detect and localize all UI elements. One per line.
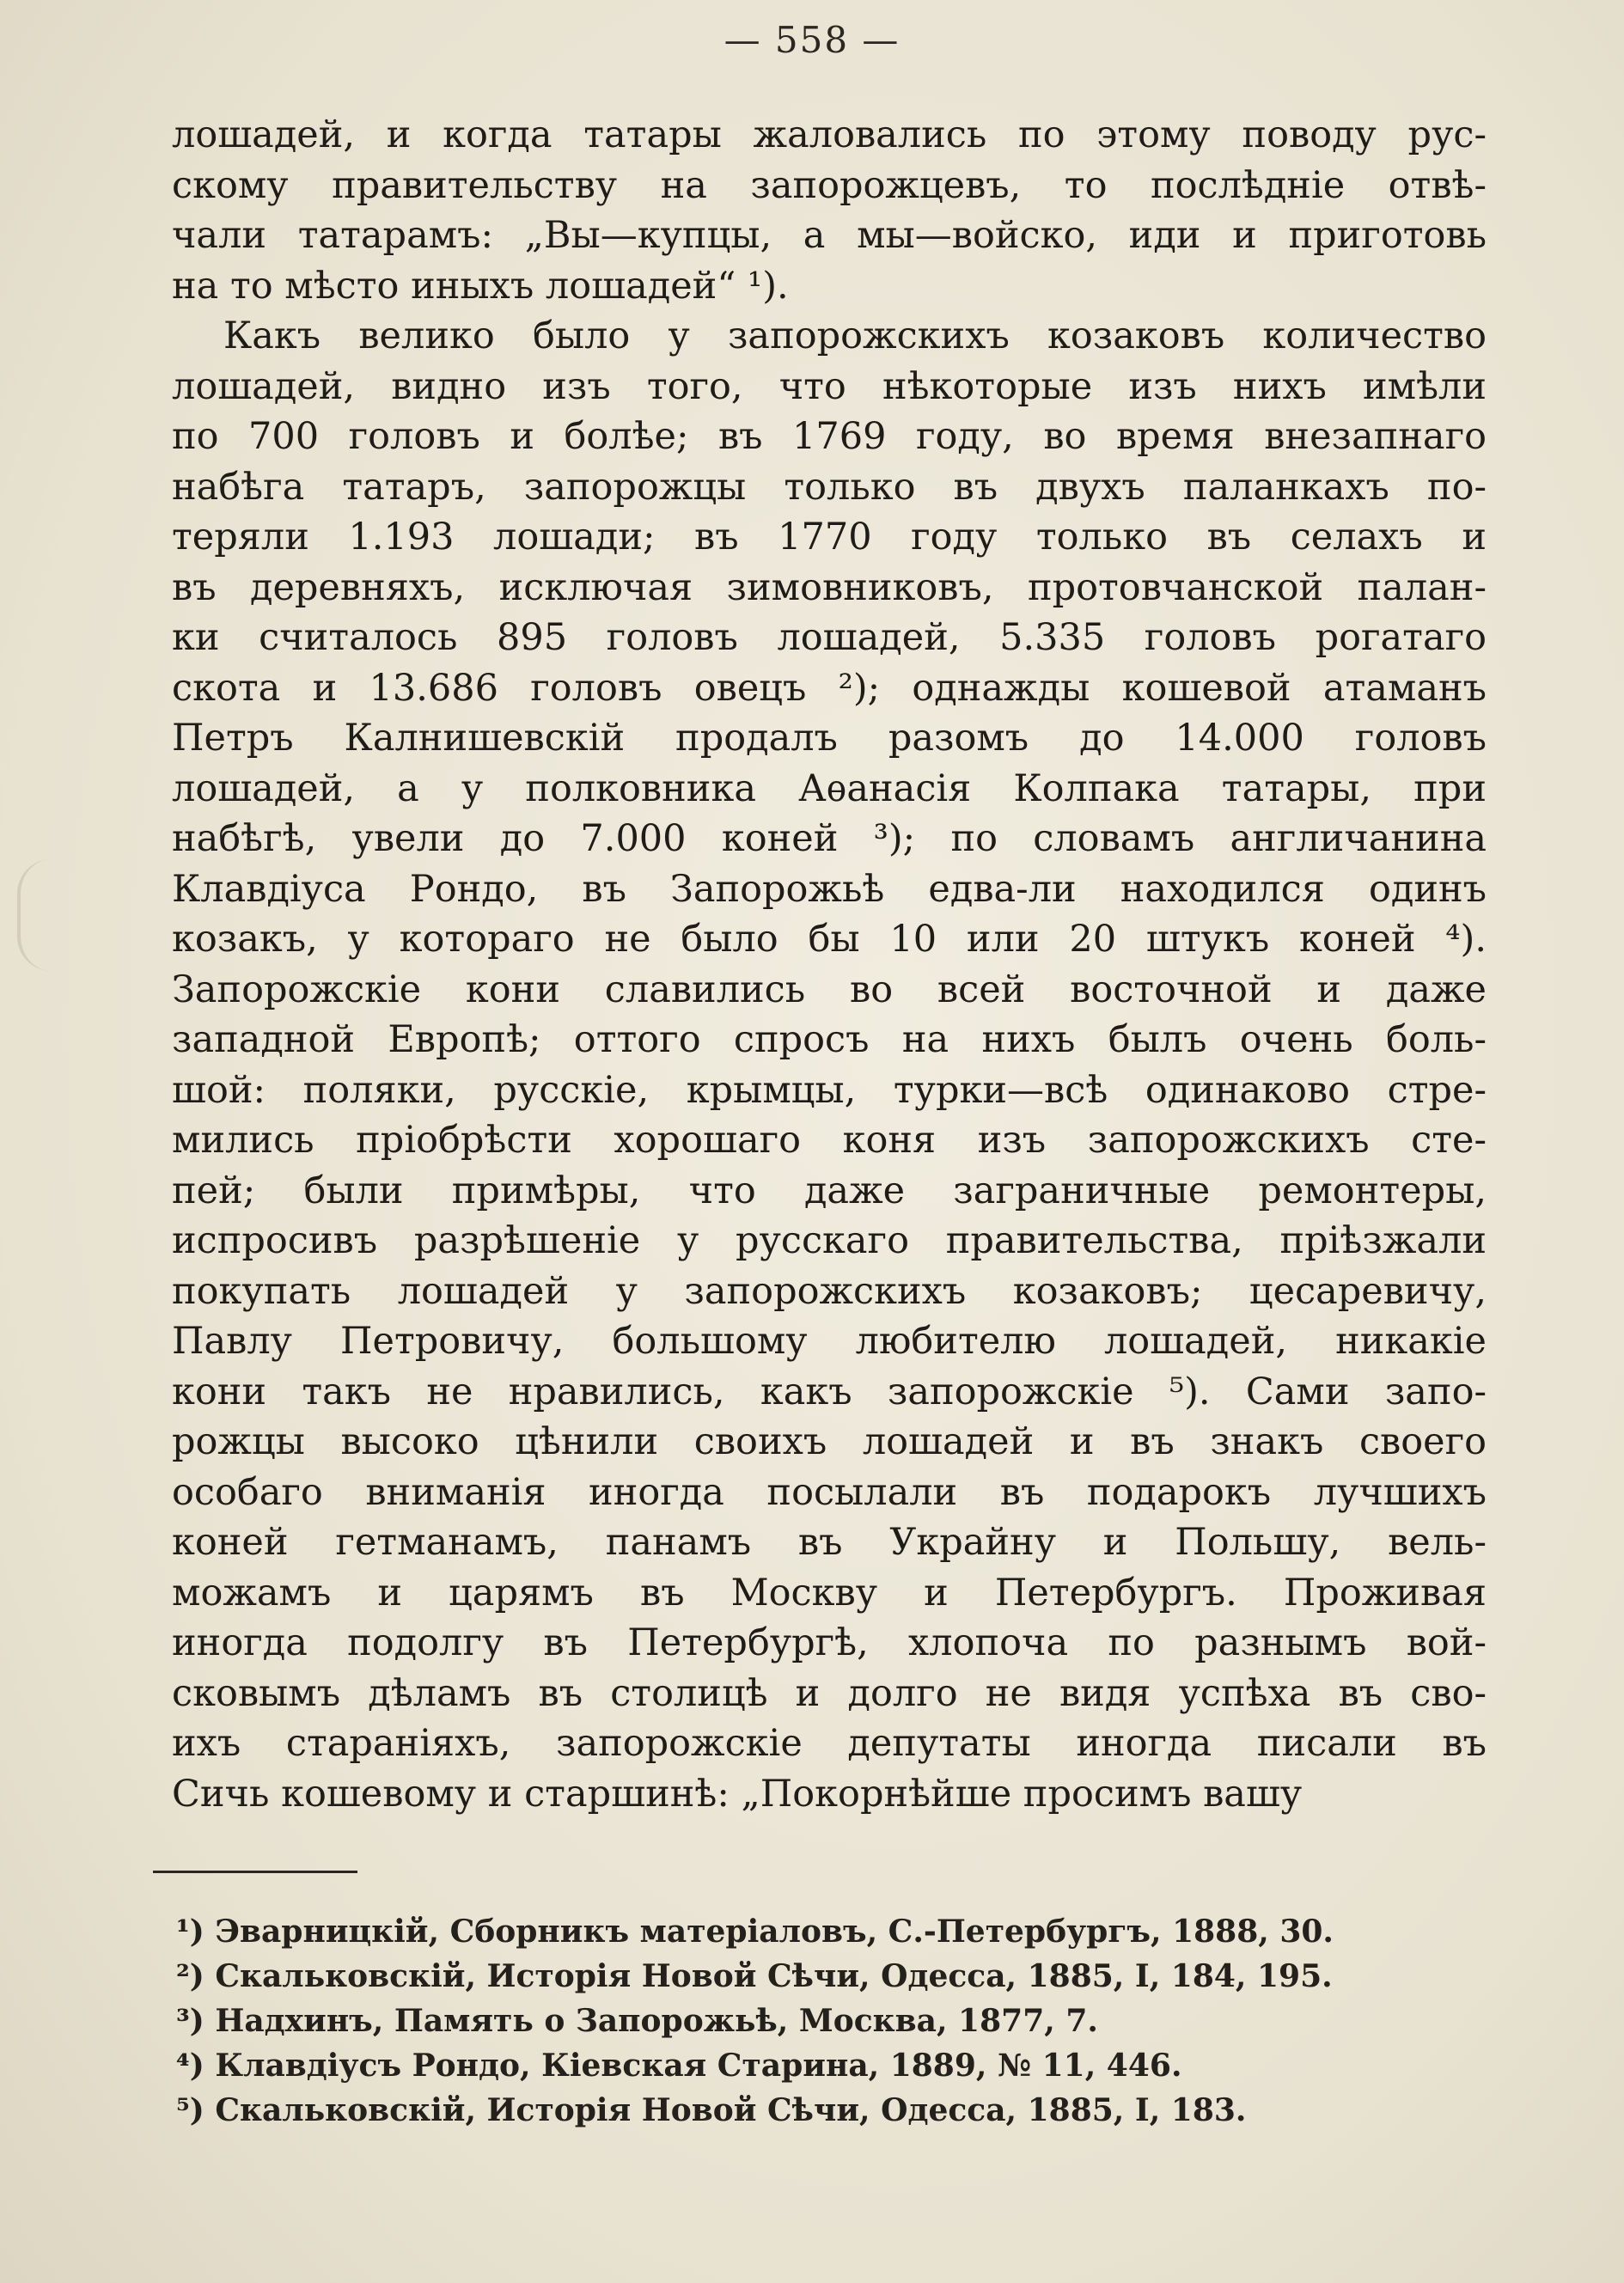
text-line: Какъ велико было у запорожскихъ козаковъ количество [223,314,1487,357]
text-line: скота и 13.686 головъ овецъ ²); однажды кошевой атаманъ [172,666,1487,710]
text-line: козакъ, у котораго не было бы 10 или 20 штукъ коней ⁴). [172,918,1487,961]
text-line: Петръ Калнишевскій продалъ разомъ до 14.000 головъ [172,717,1487,760]
text-line: Запорожскіе кони славились во всей восточной и даже [172,968,1487,1011]
text-line: иногда подолгу въ Петербургѣ, хлопоча по разнымъ вой- [172,1621,1487,1664]
text-line: на то мѣсто иныхъ лошадей“ ¹). [172,264,789,308]
text-line: Сичь кошевому и старшинѣ: „Покорнѣйше просимъ вашу [172,1772,1303,1816]
text-line: рожцы высоко цѣнили своихъ лошадей и въ знакъ своего [172,1420,1487,1463]
text-line: западной Европѣ; оттого спросъ на нихъ былъ очень боль- [172,1018,1487,1061]
footnote: ¹) Эварницкій, Сборникъ матеріаловъ, С.-Петербургъ, 1888, 30. [176,1914,1334,1950]
main-text [172,110,1487,1819]
text-line: въ деревняхъ, исключая зимовниковъ, протовчанской палан- [172,565,1487,609]
text-line: пей; были примѣры, что даже заграничные ремонтеры, [172,1169,1487,1212]
text-line: по 700 головъ и болѣе; въ 1769 году, во время внезапнаго [172,415,1487,458]
text-line: чали татарамъ: „Вы—купцы, а мы—войско, иди и приготовь [172,214,1487,257]
text-line: мились пріобрѣсти хорошаго коня изъ запорожскихъ сте- [172,1119,1487,1162]
text-line: лошадей, и когда татары жаловались по этому поводу рус- [172,113,1487,156]
text-line: особаго вниманія иногда посылали въ подарокъ лучшихъ [172,1470,1487,1514]
text-line: скому правительству на запорожцевъ, то послѣдніе отвѣ- [172,163,1487,207]
footnote: ³) Надхинъ, Память о Запорожьѣ, Москва, 1877, 7. [176,2003,1098,2039]
text-line: лошадей, а у полковника Аѳанасія Колпака татары, при [172,766,1487,810]
text-line: можамъ и царямъ въ Москву и Петербургъ. Проживая [172,1571,1487,1615]
text-line: сковымъ дѣламъ въ столицѣ и долго не видя успѣха въ сво- [172,1671,1487,1715]
text-line: ихъ стараніяхъ, запорожскіе депутаты иногда писали въ [172,1722,1487,1765]
text-line: Павлу Петровичу, большому любителю лошадей, никакіе [172,1320,1487,1363]
text-line: покупать лошадей у запорожскихъ козаковъ; цесаревичу, [172,1269,1487,1313]
footnote: ⁵) Скальковскій, Исторія Новой Сѣчи, Одесса, 1885, I, 183. [176,2092,1247,2128]
footnote: ²) Скальковскій, Исторія Новой Сѣчи, Одесса, 1885, I, 184, 195. [176,1958,1333,1994]
page-number: — 558 — [723,19,901,61]
footnotes [176,1909,1379,2133]
text-line: шой: поляки, русскіе, крымцы, турки—всѣ одинаково стре- [172,1068,1487,1112]
text-line: теряли 1.193 лошади; въ 1770 году только въ селахъ и [172,516,1487,559]
footnote: ⁴) Клавдіусъ Рондо, Кіевская Старина, 1889, № 11, 446. [176,2048,1182,2084]
text-line: Клавдіуса Рондо, въ Запорожьѣ едва-ли находился одинъ [172,867,1487,911]
faded-stamp-mark [17,859,98,971]
text-line: набѣгѣ, увели до 7.000 коней ³); по словамъ англичанина [172,817,1487,860]
text-line: коней гетманамъ, панамъ въ Украйну и Польшу, вель- [172,1521,1487,1564]
footnote-divider [153,1871,357,1873]
text-line: кони такъ не нравились, какъ запорожскіе ⁵). Сами запо- [172,1370,1487,1413]
text-line: испросивъ разрѣшеніе у русскаго правительства, пріѣзжали [172,1219,1487,1262]
text-line: лошадей, видно изъ того, что нѣкоторые изъ нихъ имѣли [172,364,1487,408]
text-line: ки считалось 895 головъ лошадей, 5.335 головъ рогатаго [172,616,1487,659]
text-line: набѣга татаръ, запорожцы только въ двухъ паланкахъ по- [172,465,1487,509]
